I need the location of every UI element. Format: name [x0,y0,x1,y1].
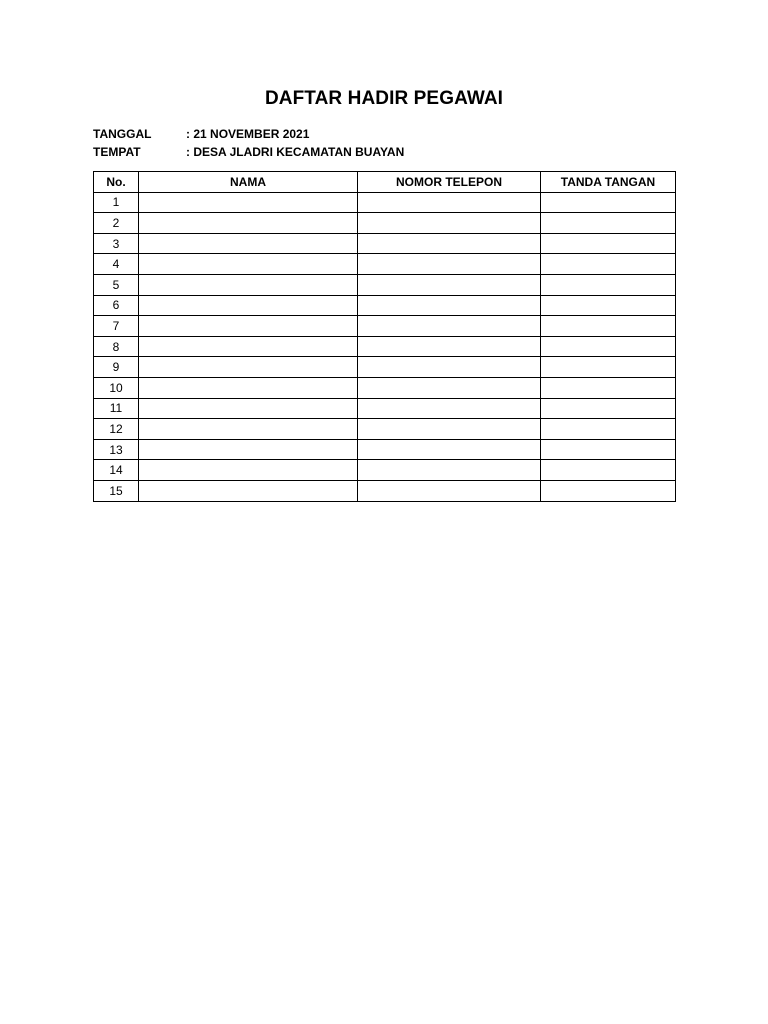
cell-no: 5 [94,274,139,295]
table-header-row [94,172,676,193]
table-row [94,377,676,398]
cell-no: 14 [94,460,139,481]
table-row [94,316,676,337]
cell-nomor-telepon [358,377,541,398]
table-row [94,439,676,460]
cell-tanda-tangan [541,357,676,378]
cell-nama [139,274,358,295]
cell-tanda-tangan [541,316,676,337]
cell-no: 7 [94,316,139,337]
cell-nomor-telepon [358,460,541,481]
cell-nomor-telepon [358,192,541,213]
cell-nomor-telepon [358,357,541,378]
cell-tanda-tangan [541,439,676,460]
cell-nama [139,480,358,501]
cell-tanda-tangan [541,377,676,398]
cell-no: 15 [94,480,139,501]
table-row [94,419,676,440]
meta-value-tempat: : DESA JLADRI KECAMATAN BUAYAN [186,145,404,159]
cell-nomor-telepon [358,233,541,254]
cell-tanda-tangan [541,233,676,254]
header-no: No. [94,172,139,193]
cell-tanda-tangan [541,480,676,501]
table-body [94,192,676,501]
cell-nomor-telepon [358,274,541,295]
cell-nama [139,316,358,337]
table-row [94,295,676,316]
table-row [94,336,676,357]
cell-tanda-tangan [541,274,676,295]
table-row [94,274,676,295]
cell-tanda-tangan [541,192,676,213]
cell-no: 6 [94,295,139,316]
cell-nomor-telepon [358,419,541,440]
cell-nama [139,398,358,419]
meta-label-tempat: TEMPAT [93,145,141,159]
cell-no: 11 [94,398,139,419]
cell-no: 4 [94,254,139,275]
table-row [94,254,676,275]
cell-no: 13 [94,439,139,460]
header-nomor-telepon: NOMOR TELEPON [358,172,541,193]
cell-nama [139,419,358,440]
cell-no: 1 [94,192,139,213]
table-row [94,192,676,213]
cell-nomor-telepon [358,439,541,460]
cell-tanda-tangan [541,419,676,440]
cell-tanda-tangan [541,254,676,275]
cell-tanda-tangan [541,295,676,316]
attendance-table [93,171,676,502]
cell-no: 9 [94,357,139,378]
meta-label-tanggal: TANGGAL [93,127,152,141]
cell-nama [139,295,358,316]
table-row [94,357,676,378]
table-row [94,233,676,254]
cell-nomor-telepon [358,213,541,234]
cell-tanda-tangan [541,213,676,234]
table-row [94,398,676,419]
cell-no: 2 [94,213,139,234]
cell-tanda-tangan [541,460,676,481]
cell-nomor-telepon [358,336,541,357]
cell-tanda-tangan [541,398,676,419]
cell-no: 12 [94,419,139,440]
meta-value-tanggal: : 21 NOVEMBER 2021 [186,127,309,141]
cell-nama [139,213,358,234]
table-row [94,480,676,501]
cell-no: 10 [94,377,139,398]
cell-nama [139,460,358,481]
cell-nomor-telepon [358,480,541,501]
cell-tanda-tangan [541,336,676,357]
cell-nomor-telepon [358,316,541,337]
cell-nama [139,233,358,254]
header-nama: NAMA [139,172,358,193]
table-row [94,460,676,481]
cell-no: 8 [94,336,139,357]
cell-nama [139,357,358,378]
cell-nama [139,336,358,357]
cell-nama [139,439,358,460]
page-title: DAFTAR HADIR PEGAWAI [264,88,504,109]
cell-nama [139,254,358,275]
cell-nomor-telepon [358,254,541,275]
cell-no: 3 [94,233,139,254]
cell-nomor-telepon [358,295,541,316]
cell-nomor-telepon [358,398,541,419]
cell-nama [139,192,358,213]
table-row [94,213,676,234]
cell-nama [139,377,358,398]
header-tanda-tangan: TANDA TANGAN [541,172,676,193]
